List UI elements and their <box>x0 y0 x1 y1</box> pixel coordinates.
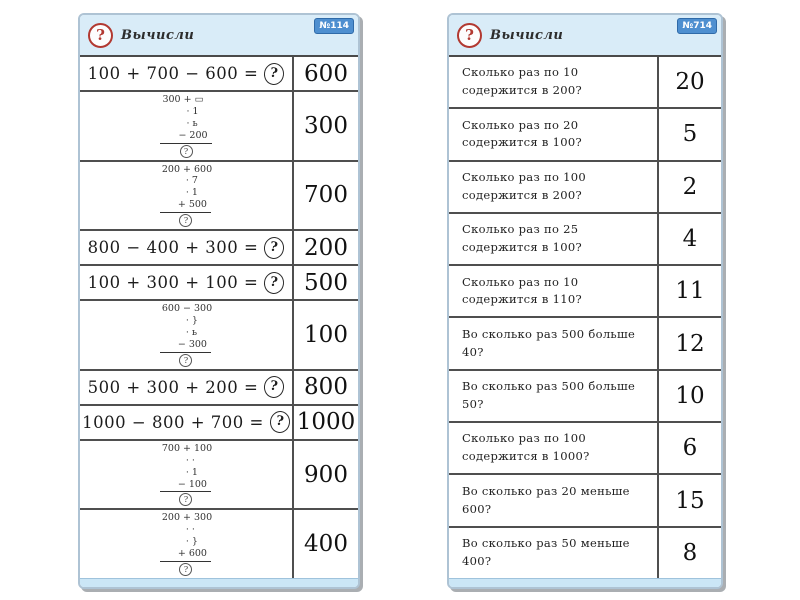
equation <box>88 272 285 294</box>
answer-cell: 1000 <box>292 406 358 439</box>
table-row <box>80 406 358 441</box>
question-cell <box>449 423 657 473</box>
table-row <box>80 441 358 511</box>
question-cell <box>80 92 292 160</box>
card-header <box>80 15 358 57</box>
answer-cell: 800 <box>292 371 358 404</box>
column-line: · · <box>185 524 195 536</box>
worksheet-card-right <box>447 13 723 589</box>
answer-placeholder-icon: ? <box>179 214 192 227</box>
equation-text: 1000 − 800 + 700 = <box>82 412 264 432</box>
equation <box>88 237 285 259</box>
answer-cell: 10 <box>657 371 721 421</box>
question-cell <box>80 510 292 578</box>
column-line: · } <box>185 536 198 548</box>
answer-cell: 900 <box>292 441 358 509</box>
table-row <box>80 162 358 232</box>
answer-cell: 15 <box>657 475 721 525</box>
answer-cell: 200 <box>292 231 358 264</box>
answer-cell: 11 <box>657 266 721 316</box>
question-text: Сколько раз по 10 содержится в 200? <box>462 65 582 98</box>
table-row <box>80 301 358 371</box>
table-row <box>80 231 358 266</box>
table-row <box>449 214 721 266</box>
table-row <box>449 162 721 214</box>
question-cell <box>449 214 657 264</box>
equation-text: 500 + 300 + 200 = <box>87 377 259 397</box>
card-title: Вычисли <box>121 27 195 43</box>
column-line: · 7 <box>185 175 198 187</box>
question-text: Сколько раз по 100 содержится в 200? <box>462 169 586 202</box>
answer-placeholder-icon: ? <box>263 61 286 86</box>
question-cell <box>449 266 657 316</box>
question-text: Сколько раз по 25 содержится в 100? <box>462 222 582 255</box>
question-cell <box>449 318 657 368</box>
column-arithmetic <box>160 164 212 228</box>
answer-cell: 100 <box>292 301 358 369</box>
answer-placeholder-icon: ? <box>179 354 192 367</box>
answer-cell: 12 <box>657 318 721 368</box>
exercise-rows <box>80 57 358 578</box>
table-row <box>80 57 358 92</box>
answer-cell: 8 <box>657 528 721 578</box>
column-line: · · <box>185 454 195 466</box>
table-row <box>449 475 721 527</box>
table-row <box>80 92 358 162</box>
question-text: Сколько раз по 20 содержится в 100? <box>462 117 582 150</box>
column-line: + 600 <box>160 548 211 562</box>
table-row <box>449 318 721 370</box>
number-badge: №714 <box>677 18 717 34</box>
answer-cell: 300 <box>292 92 358 160</box>
column-line: · 1 <box>186 105 199 117</box>
table-row <box>449 371 721 423</box>
column-line: 200 + 300 <box>161 512 213 524</box>
card-header <box>449 15 721 57</box>
question-text: Сколько раз по 100 содержится в 1000? <box>462 431 590 464</box>
question-cell <box>80 57 292 90</box>
answer-placeholder-icon: ? <box>268 410 291 435</box>
column-line: − 100 <box>160 479 211 493</box>
table-row <box>449 266 721 318</box>
card-footer-strip <box>449 578 721 587</box>
card-title: Вычисли <box>490 27 564 43</box>
question-cell <box>449 162 657 212</box>
equation-text: 100 + 300 + 100 = <box>87 273 259 293</box>
table-row <box>80 266 358 301</box>
number-badge: №114 <box>314 18 354 34</box>
question-cell <box>80 162 292 230</box>
table-row <box>449 423 721 475</box>
question-cell <box>80 371 292 404</box>
card-footer-strip <box>80 578 358 587</box>
column-line: 300 + ▭ <box>162 94 204 106</box>
table-row <box>80 371 358 406</box>
question-text: Во сколько раз 50 меньше 400? <box>462 536 630 568</box>
answer-cell: 6 <box>657 423 721 473</box>
column-arithmetic <box>160 303 212 367</box>
question-text: Во сколько раз 500 больше 40? <box>462 326 636 359</box>
answer-cell: 2 <box>657 162 721 212</box>
question-circle-icon: ? <box>88 23 113 48</box>
worksheet-card-left <box>78 13 360 589</box>
answer-cell: 5 <box>657 109 721 159</box>
column-line: + 500 <box>160 199 211 213</box>
table-row <box>449 57 721 109</box>
answer-placeholder-icon: ? <box>263 270 286 295</box>
column-line: 200 + 600 <box>161 163 213 175</box>
answer-placeholder-icon: ? <box>263 235 286 260</box>
table-row <box>80 510 358 578</box>
column-line: · 1 <box>185 466 198 478</box>
equation-text: 100 + 700 − 600 = <box>87 64 259 84</box>
column-line: · ь <box>185 327 198 339</box>
column-arithmetic <box>160 443 212 507</box>
equation-text: 800 − 400 + 300 = <box>87 238 259 258</box>
answer-cell: 4 <box>657 214 721 264</box>
answer-placeholder-icon: ? <box>179 493 192 506</box>
question-cell <box>449 475 657 525</box>
question-cell <box>449 57 657 107</box>
question-cell <box>449 371 657 421</box>
answer-placeholder-icon: ? <box>179 563 192 576</box>
answer-cell: 500 <box>292 266 358 299</box>
question-text: Сколько раз по 10 содержится в 110? <box>462 274 582 307</box>
column-arithmetic <box>160 94 211 158</box>
question-cell <box>449 109 657 159</box>
column-line: 600 − 300 <box>161 303 213 315</box>
question-cell <box>80 441 292 509</box>
column-line: 700 + 100 <box>161 442 213 454</box>
answer-cell: 700 <box>292 162 358 230</box>
answer-cell: 20 <box>657 57 721 107</box>
equation <box>82 411 290 433</box>
equation <box>88 63 285 85</box>
equation <box>88 376 285 398</box>
question-cell <box>80 231 292 264</box>
exercise-rows <box>449 57 721 578</box>
table-row <box>449 528 721 578</box>
answer-cell: 600 <box>292 57 358 90</box>
question-text: Во сколько раз 20 меньше 600? <box>462 483 630 516</box>
column-line: · ь <box>186 117 198 129</box>
question-circle-icon: ? <box>457 23 482 48</box>
question-cell <box>80 266 292 299</box>
column-line: · 1 <box>185 187 198 199</box>
answer-placeholder-icon: ? <box>180 145 193 158</box>
column-line: − 300 <box>160 339 211 353</box>
question-cell <box>80 406 292 439</box>
answer-placeholder-icon: ? <box>263 375 286 400</box>
column-arithmetic <box>160 512 212 576</box>
column-line: − 200 <box>160 130 211 144</box>
question-cell <box>449 528 657 578</box>
answer-cell: 400 <box>292 510 358 578</box>
question-cell <box>80 301 292 369</box>
question-text: Во сколько раз 500 больше 50? <box>462 379 636 411</box>
column-line: · } <box>185 315 198 327</box>
table-row <box>449 109 721 161</box>
